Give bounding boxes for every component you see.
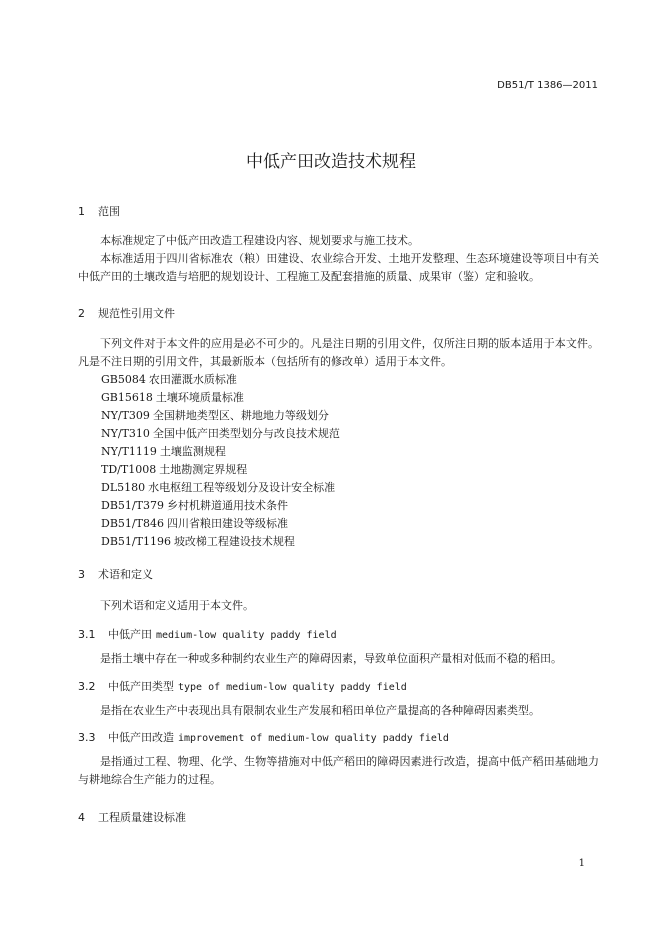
section-2-heading (78, 305, 599, 321)
page-number: 1 (578, 858, 585, 869)
list-item: NY/T1119 土壤监测规程 (101, 445, 226, 458)
section-number: 2 (78, 307, 85, 320)
section-number: 4 (78, 811, 85, 824)
term-zh: 中低产田 (108, 628, 152, 641)
section-1-heading (78, 203, 599, 219)
list-item: GB5084 农田灌溉水质标准 (101, 373, 237, 386)
list-item: GB15618 土壤环境质量标准 (101, 391, 244, 404)
section-1-paragraph-1: 本标准规定了中低产田改造工程建设内容、规划要求与施工技术。 (100, 234, 419, 247)
list-item: DB51/T379 乡村机耕道通用技术条件 (101, 499, 288, 512)
list-item: NY/T309 全国耕地类型区、耕地地力等级划分 (101, 409, 329, 422)
section-number: 3 (78, 568, 85, 581)
term-3-1-heading (78, 626, 599, 642)
term-en: type of medium-low quality paddy field (178, 682, 407, 693)
section-title: 工程质量建设标准 (98, 811, 186, 824)
term-3-2-heading (78, 678, 599, 694)
term-en: medium-low quality paddy field (156, 630, 337, 641)
section-3-paragraph-1: 下列术语和定义适用于本文件。 (100, 599, 254, 612)
section-2-paragraph-1: 下列文件对于本文件的应用是必不可少的。凡是注日期的引用文件，仅所注日期的版本适用于本文件。凡是不注日期的引用文件，其最新版本（包括所有的修改单）适用于本文件。 (78, 337, 599, 368)
section-3-heading (78, 566, 599, 582)
section-title: 范围 (98, 205, 120, 218)
normative-references-list (101, 371, 340, 551)
section-number: 1 (78, 205, 85, 218)
term-number: 3.2 (78, 680, 96, 693)
term-zh: 中低产田类型 (108, 680, 174, 693)
list-item: TD/T1008 土地勘测定界规程 (101, 463, 248, 476)
section-4-heading (78, 809, 599, 825)
term-3-2-definition: 是指在农业生产中表现出具有限制农业生产发展和稻田单位产量提高的各种障碍因素类型。 (100, 704, 540, 717)
list-item: DL5180 水电枢纽工程等级划分及设计安全标准 (101, 481, 336, 494)
section-1-paragraph-2: 本标准适用于四川省标准农（粮）田建设、农业综合开发、土地开发整理、生态环境建设等项目中有关中低产田的土壤改造与培肥的规划设计、工程施工及配套措施的质量、成果审（鉴）定和验收。 (78, 252, 599, 283)
term-3-3-heading (78, 729, 599, 745)
term-zh: 中低产田改造 (108, 731, 174, 744)
document-code: DB51/T 1386—2011 (497, 80, 598, 91)
term-3-1-definition: 是指土壤中存在一种或多种制约农业生产的障碍因素，导致单位面积产量相对低而不稳的稻田。 (100, 652, 562, 665)
term-number: 3.1 (78, 628, 96, 641)
section-title: 规范性引用文件 (98, 307, 175, 320)
list-item: NY/T310 全国中低产田类型划分与改良技术规范 (101, 427, 340, 440)
term-en: improvement of medium-low quality paddy field (178, 733, 449, 744)
term-3-3-definition: 是指通过工程、物理、化学、生物等措施对中低产稻田的障碍因素进行改造，提高中低产稻田基础地力与耕地综合生产能力的过程。 (78, 755, 599, 786)
list-item: DB51/T1196 坡改梯工程建设技术规程 (101, 535, 295, 548)
document-title: 中低产田改造技术规程 (246, 152, 416, 172)
list-item: DB51/T846 四川省粮田建设等级标准 (101, 517, 288, 530)
term-number: 3.3 (78, 731, 96, 744)
section-title: 术语和定义 (98, 568, 153, 581)
